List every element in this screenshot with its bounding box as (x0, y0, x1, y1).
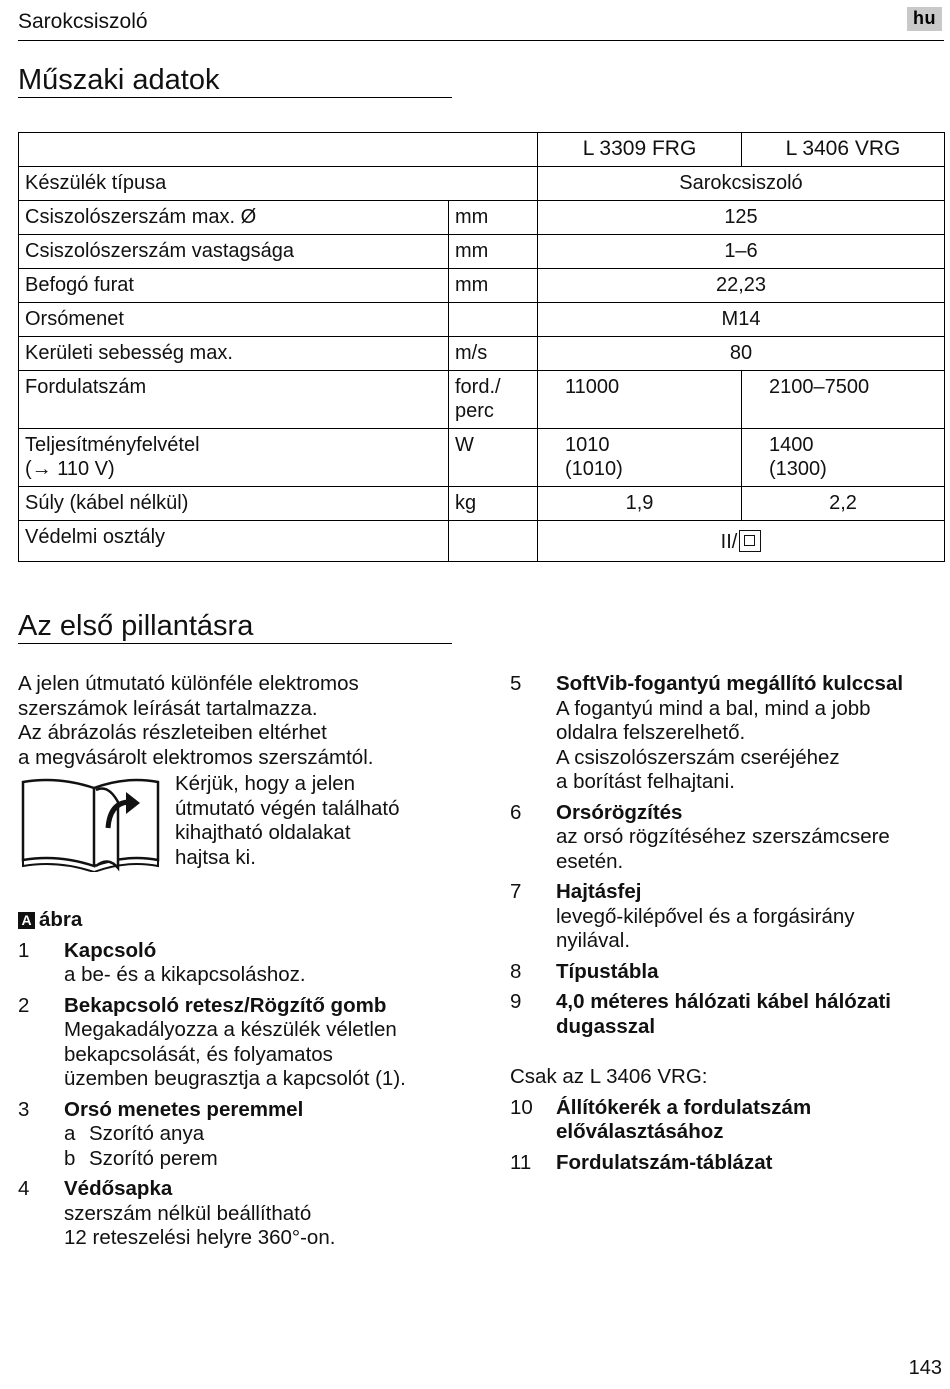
table-row (19, 201, 945, 235)
row-value (538, 521, 945, 562)
page-number: 143 (908, 1357, 942, 1379)
model-note: Csak az L 3406 VRG: (510, 1065, 708, 1088)
intro-line: Az ábrázolás részleteiben eltérhet (18, 721, 327, 744)
running-header: Sarokcsiszoló (18, 10, 148, 33)
item-desc: 12 reteszelési helyre 360°-on. (64, 1226, 336, 1249)
list-item (510, 1096, 930, 1145)
list-item (510, 801, 930, 875)
row-value: 80 (538, 337, 945, 371)
foldout-note (18, 772, 468, 872)
intro-line: a megvásárolt elektromos szerszámtól. (18, 745, 374, 769)
item-number: 11 (510, 1150, 532, 1174)
row-value: M14 (538, 303, 945, 337)
value-line: (1010) (565, 458, 623, 480)
row-value-1: 11000 (538, 371, 742, 429)
row-value-2 (742, 429, 945, 487)
item-title: Orsó menetes peremmel (64, 1097, 304, 1121)
sub-letter: a (64, 1122, 76, 1145)
item-desc: levegő-kilépővel és a forgásirány (556, 904, 855, 928)
item-title: Bekapcsoló retesz/Rögzítő gomb (64, 993, 387, 1017)
table-row (19, 371, 945, 429)
sub-text: Szorító anya (89, 1122, 205, 1145)
table-row (19, 303, 945, 337)
item-number: 9 (510, 990, 522, 1013)
item-title: Állítókerék a fordulatszám (556, 1095, 812, 1119)
list-item (510, 880, 930, 954)
right-column (510, 672, 930, 1175)
row-unit: mm (449, 235, 538, 269)
protection-class-text: II/ (720, 531, 738, 553)
section-rule (18, 97, 452, 98)
item-title: 4,0 méteres hálózati kábel hálózati (556, 990, 891, 1013)
list-item (510, 1151, 930, 1176)
table-row (19, 337, 945, 371)
row-label: Készülék típusa (19, 167, 538, 201)
item-number: 4 (18, 1177, 30, 1200)
table-row (19, 235, 945, 269)
spec-table (18, 132, 945, 562)
row-value-1 (538, 429, 742, 487)
figure-label: ábra (39, 908, 83, 931)
row-label: Védelmi osztály (19, 521, 449, 562)
item-desc: Megakadályozza a készülék véletlen (64, 1018, 397, 1041)
sub-item (64, 1147, 468, 1172)
row-label: Csiszolószerszám max. Ø (19, 201, 449, 235)
row-unit (449, 303, 538, 337)
row-value: 125 (538, 201, 945, 235)
unit-line: perc (455, 400, 494, 422)
label-line: (→ 110 V) (25, 458, 115, 480)
table-row (19, 429, 945, 487)
row-label: Fordulatszám (19, 371, 449, 429)
foldout-text (175, 772, 400, 872)
list-item (18, 1177, 468, 1251)
row-value-1: 1,9 (538, 487, 742, 521)
item-desc: a be- és a kikapcsoláshoz. (64, 963, 306, 986)
item-number: 5 (510, 672, 522, 695)
intro-line: szerszámok leírását tartalmazza. (18, 696, 318, 720)
row-label: Kerületi sebesség max. (19, 337, 449, 371)
language-badge: hu (907, 7, 942, 31)
item-title: előválasztásához (556, 1120, 724, 1143)
row-label: Súly (kábel nélkül) (19, 487, 449, 521)
table-row (19, 167, 945, 201)
item-number: 7 (510, 880, 522, 903)
row-unit: mm (449, 201, 538, 235)
sub-text: Szorító perem (89, 1146, 218, 1170)
item-title: dugasszal (556, 1014, 656, 1038)
item-desc: szerszám nélkül beállítható (64, 1201, 312, 1225)
sub-letter: b (64, 1146, 76, 1170)
section-title-technical-data: Műszaki adatok (18, 64, 220, 96)
list-item (18, 994, 468, 1092)
model-header-1: L 3309 FRG (538, 133, 742, 167)
item-number: 3 (18, 1097, 30, 1121)
foldout-line: Kérjük, hogy a jelen (175, 772, 356, 795)
item-title: Típustábla (556, 959, 659, 983)
item-desc: az orsó rögzítéséhez szerszámcsere (556, 825, 890, 848)
item-title: Védősapka (64, 1177, 173, 1200)
row-label (19, 429, 449, 487)
row-label: Befogó furat (19, 269, 449, 303)
row-label: Csiszolószerszám vastagsága (19, 235, 449, 269)
header-rule (18, 40, 944, 41)
row-value: 22,23 (538, 269, 945, 303)
unit-line: ford./ (455, 376, 501, 398)
item-title: SoftVib-fogantyú megállító kulccsal (556, 672, 904, 695)
value-line: (1300) (769, 458, 827, 480)
foldout-line: útmutató végén található (175, 796, 400, 820)
row-value-2: 2,2 (742, 487, 945, 521)
model-header-2: L 3406 VRG (742, 133, 945, 167)
item-title: Fordulatszám-táblázat (556, 1150, 773, 1174)
row-unit (449, 371, 538, 429)
section-title-overview: Az első pillantásra (18, 610, 254, 642)
section-rule (18, 643, 452, 644)
item-desc: oldalra felszerelhető. (556, 721, 746, 744)
row-unit: kg (449, 487, 538, 521)
item-desc: a borítást felhajtani. (556, 770, 735, 793)
list-item (510, 960, 930, 985)
double-insulation-icon (739, 530, 761, 552)
row-value: Sarokcsiszoló (538, 167, 945, 201)
left-column (18, 672, 468, 1251)
item-desc: nyilával. (556, 929, 631, 952)
open-book-icon (18, 772, 175, 872)
item-number: 6 (510, 800, 522, 824)
item-title: Orsórögzítés (556, 800, 683, 824)
list-item (510, 672, 930, 795)
item-number: 8 (510, 959, 522, 983)
item-number: 2 (18, 993, 30, 1017)
value-line: 1010 (565, 434, 610, 456)
item-desc: bekapcsolását, és folyamatos (64, 1042, 333, 1066)
list-item (18, 1098, 468, 1172)
list-item (510, 990, 930, 1039)
row-unit: mm (449, 269, 538, 303)
item-title: Hajtásfej (556, 880, 642, 903)
table-row (19, 133, 945, 167)
row-unit: m/s (449, 337, 538, 371)
item-desc: üzemben beugrasztja a kapcsolót (1). (64, 1067, 406, 1090)
item-desc: esetén. (556, 849, 624, 873)
label-line: Teljesítményfelvétel (25, 434, 200, 456)
item-desc: A csiszolószerszám cseréjéhez (556, 745, 840, 769)
row-value-2: 2100–7500 (742, 371, 945, 429)
item-title: Kapcsoló (64, 938, 157, 962)
item-number: 1 (18, 938, 30, 962)
row-unit: W (449, 429, 538, 487)
foldout-line: kihajtható oldalakat (175, 821, 351, 844)
table-row (19, 487, 945, 521)
table-row (19, 269, 945, 303)
item-number: 10 (510, 1095, 533, 1119)
intro-line: A jelen útmutató különféle elektromos (18, 672, 359, 695)
table-row (19, 521, 945, 562)
figure-heading (18, 908, 468, 933)
row-value: 1–6 (538, 235, 945, 269)
figure-letter-badge: A (18, 912, 35, 929)
value-line: 1400 (769, 434, 814, 456)
item-desc: A fogantyú mind a bal, mind a jobb (556, 696, 871, 720)
list-item (18, 939, 468, 988)
sub-item (64, 1122, 468, 1147)
row-label: Orsómenet (19, 303, 449, 337)
foldout-line: hajtsa ki. (175, 845, 256, 869)
